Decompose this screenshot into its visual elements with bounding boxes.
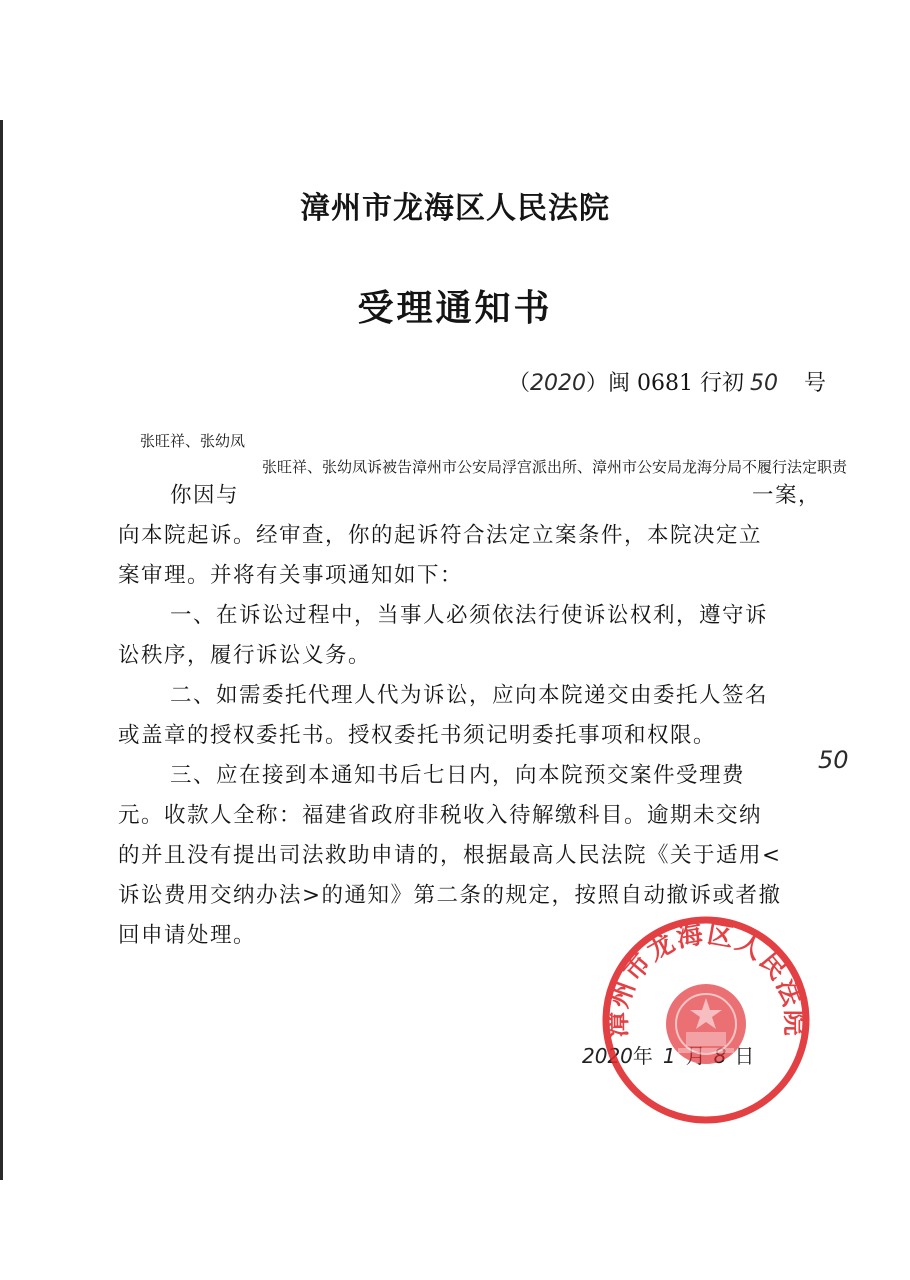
item3-line4: 诉讼费用交纳办法>的通知》第二条的规定，按照自动撤诉或者撤 <box>118 883 782 908</box>
court-seal <box>598 912 814 1128</box>
addressee: 张旺祥、张幼凤 <box>140 433 246 450</box>
scan-edge-shadow <box>0 120 3 1180</box>
case-cause: 张旺祥、张幼凤诉被告漳州市公安局浮宫派出所、漳州市公安局龙海分局不履行法定职责 <box>262 459 848 476</box>
body-line-2: 向本院起诉。经审查，你的起诉符合法定立案条件，本院决定立 <box>118 523 763 548</box>
item3-line5: 回申请处理。 <box>118 923 257 948</box>
item1-line2: 讼秩序，履行诉讼义务。 <box>118 643 372 668</box>
item2-line1: 二、如需委托代理人代为诉讼，应向本院递交由委托人签名 <box>170 683 769 708</box>
case-court-code: ）闽 0681 行初 <box>586 371 744 396</box>
court-name: 漳州市龙海区人民法院 <box>300 191 610 226</box>
document-title: 受理通知书 <box>357 287 553 329</box>
item1-line1: 一、在诉讼过程中，当事人必须依法行使诉讼权利，遵守诉 <box>170 603 769 628</box>
national-emblem-icon <box>666 984 746 1064</box>
item3-line1: 三、应在接到本通知书后七日内，向本院预交案件受理费 <box>170 763 746 788</box>
date-year-label: 年 <box>632 1044 653 1068</box>
date-day-label: 日 <box>734 1044 755 1068</box>
item3-line3: 的并且没有提出司法救助申请的，根据最高人民法院《关于适用< <box>118 843 782 868</box>
date-month-handwritten: 1 <box>662 1044 676 1068</box>
case-number-handwritten: 50 <box>750 371 778 396</box>
item2-line2: 或盖章的授权委托书。授权委托书须记明委托事项和权限。 <box>118 723 717 748</box>
case-number-suffix: 号 <box>804 371 827 396</box>
date-year-handwritten: 2020 <box>582 1044 633 1068</box>
body-line-3: 案审理。并将有关事项通知如下： <box>118 563 464 588</box>
fee-amount-handwritten: 50 <box>818 746 849 774</box>
case-number-open-paren: （ <box>508 371 531 396</box>
intro-prefix: 你因与 <box>170 483 240 508</box>
seal-text: 漳州市龙海区人民法院 <box>602 919 810 1038</box>
case-number <box>508 366 826 397</box>
item3-line2: 元。收款人全称：福建省政府非税收入待解缴科目。逾期未交纳 <box>118 803 763 828</box>
case-year-handwritten: 2020 <box>530 371 587 396</box>
intro-suffix: 一案， <box>752 483 822 508</box>
